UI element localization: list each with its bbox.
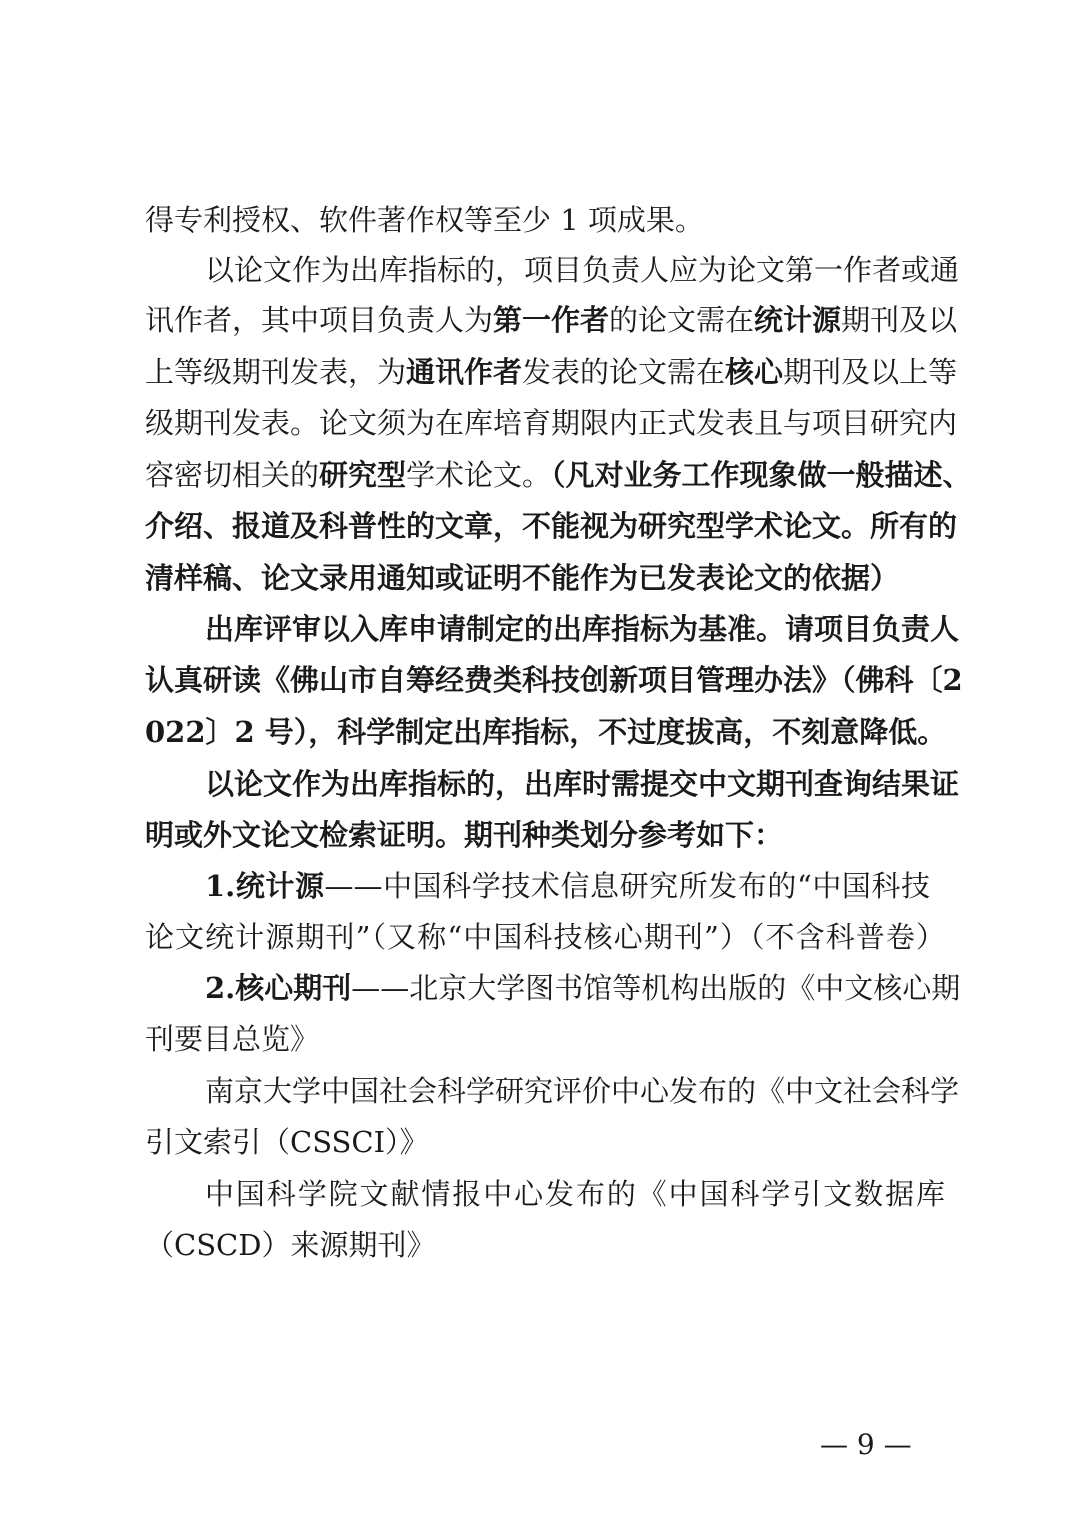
text-line: （CSCD）来源期刊》 bbox=[145, 1228, 436, 1262]
text-line: 论文统计源期刊”（又称“中国科技核心期刊”）（不含科普卷） bbox=[145, 920, 945, 954]
bold-note: （凡对业务工作现象做一般描述、 bbox=[551, 458, 972, 492]
text-line: 认真研读《佛山市自筹经费类科技创新项目管理办法》（佛科〔2 bbox=[145, 663, 963, 697]
text-line: 级期刊发表。论文须为在库培育期限内正式发表且与项目研究内 bbox=[145, 406, 958, 440]
text-line: 022〕2 号），科学制定出库指标，不过度拔高，不刻意降低。 bbox=[145, 715, 947, 749]
list-item-heading: 1.统计源——中国科学技术信息研究所发布的“中国科技 bbox=[205, 869, 931, 903]
text-line: 容密切相关的研究型学术论文。（凡对业务工作现象做一般描述、 bbox=[145, 458, 972, 492]
text-line: 上等级期刊发表，为通讯作者发表的论文需在核心期刊及以上等 bbox=[145, 355, 958, 389]
list-item-heading: 2.核心期刊——北京大学图书馆等机构出版的《中文核心期 bbox=[205, 971, 961, 1005]
text-line: 清样稿、论文录用通知或证明不能作为已发表论文的依据） bbox=[145, 561, 900, 595]
text-line: 讯作者，其中项目负责人为第一作者的论文需在统计源期刊及以 bbox=[145, 303, 958, 337]
bold-term: 研究型 bbox=[319, 458, 407, 492]
text-line: 引文索引（CSSCI）》 bbox=[145, 1125, 429, 1159]
paragraph-first-line: 南京大学中国社会科学研究评价中心发布的《中文社会科学 bbox=[205, 1074, 960, 1108]
paragraph-first-line: 中国科学院文献情报中心发布的《中国科学引文数据库 bbox=[205, 1177, 945, 1211]
page-number: — 9 — bbox=[820, 1428, 912, 1461]
list-item-label: 2.核心期刊 bbox=[205, 971, 352, 1005]
text-line: 明或外文论文检索证明。期刊种类划分参考如下： bbox=[145, 818, 784, 852]
paragraph-first-line: 以论文作为出库指标的，出库时需提交中文期刊查询结果证 bbox=[205, 767, 960, 801]
list-item-label: 1.统计源 bbox=[205, 869, 325, 903]
bold-term: 第一作者 bbox=[493, 303, 610, 337]
bold-term: 核心 bbox=[725, 355, 784, 389]
paragraph-first-line: 以论文作为出库指标的，项目负责人应为论文第一作者或通 bbox=[205, 253, 960, 287]
bold-term: 通讯作者 bbox=[406, 355, 523, 389]
text-line: 刊要目总览》 bbox=[145, 1022, 320, 1056]
bold-term: 统计源 bbox=[754, 303, 842, 337]
paragraph-first-line: 出库评审以入库申请制定的出库指标为基准。请项目负责人 bbox=[205, 612, 960, 646]
text-line: 介绍、报道及科普性的文章，不能视为研究型学术论文。所有的 bbox=[145, 509, 958, 543]
text-line: 得专利授权、软件著作权等至少 1 项成果。 bbox=[145, 203, 704, 237]
